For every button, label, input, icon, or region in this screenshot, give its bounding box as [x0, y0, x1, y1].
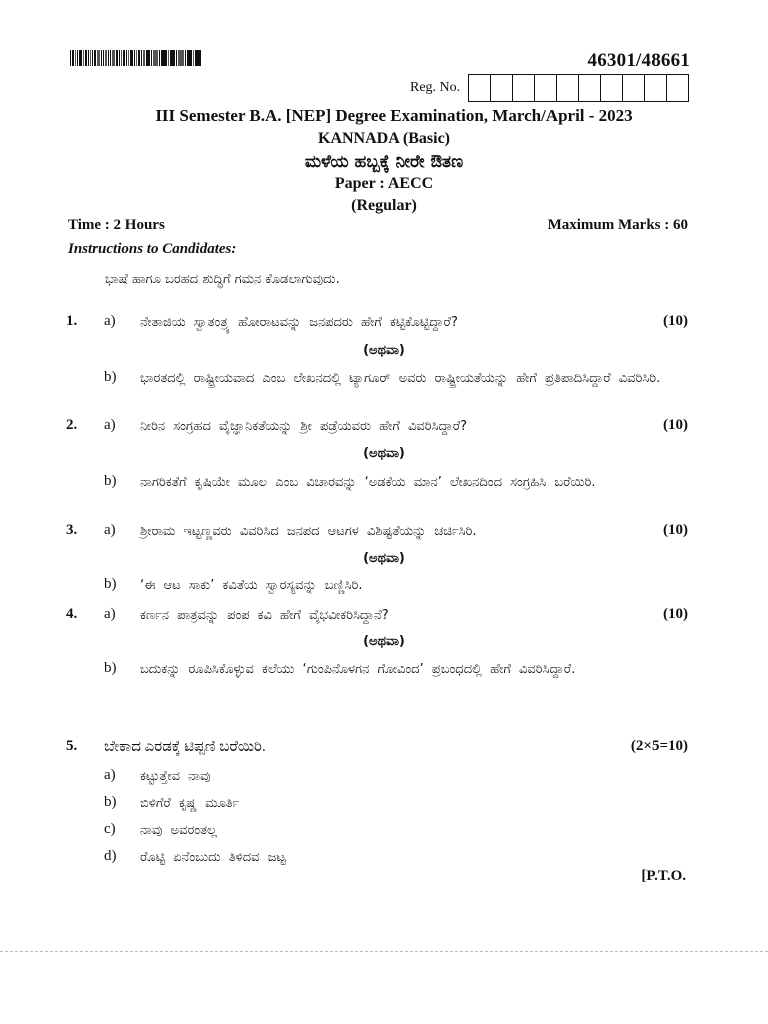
instruction-text: ಭಾಷೆ ಹಾಗೂ ಬರಹದ ಶುದ್ಧಿಗೆ ಗಮನ ಕೊಡಲಾಗುವುದು. [105, 272, 340, 287]
option-label: a) [104, 313, 116, 329]
instructions-title: Instructions to Candidates: [68, 241, 237, 257]
question-text: ಬೇಕಾದ ಎರಡಕ್ಕೆ ಟಿಪ್ಪಣಿ ಬರೆಯಿರಿ. [104, 739, 266, 755]
or-separator: (ಅಥವಾ) [363, 343, 405, 358]
question-marks: (10) [663, 417, 688, 433]
reg-no-boxes [468, 74, 689, 102]
option-label: d) [104, 848, 117, 864]
exam-title: III Semester B.A. [NEP] Degree Examination, March/April - 2023 [155, 106, 633, 125]
question-marks: (10) [663, 313, 688, 329]
option-text: ಕಟ್ಟುತ್ತೇವ ನಾವು [140, 769, 211, 784]
or-separator: (ಅಥವಾ) [363, 551, 405, 566]
time-allowed: Time : 2 Hours [68, 217, 165, 233]
paper: Paper : AECC [334, 175, 434, 192]
exam-type: (Regular) [351, 197, 417, 214]
option-label: a) [104, 417, 116, 433]
or-separator: (ಅಥವಾ) [363, 446, 405, 461]
question-text: ನಾಗರಿಕತೆಗೆ ಕೃಷಿಯೇ ಮೂಲ ಎಂಬ ವಿಚಾರವನ್ನು ‘ಅಡಕೆಯ ಮಾನ’ ಲೇಖನದಿಂದ ಸಂಗ್ರಹಿಸಿ ಬರೆಯಿರಿ. [140, 475, 596, 490]
reg-no-field [410, 74, 689, 102]
question-text: ನೇತಾಜಿಯ ಸ್ವಾತಂತ್ರ್ಯ ಹೋರಾಟವನ್ನು ಜನಪದರು ಹೇಗೆ ಕಟ್ಟಿಕೊಟ್ಟಿದ್ದಾರೆ? [140, 315, 458, 330]
option-text: ಬಿಳಿಗೆರೆ ಕೃಷ್ಣ ಮೂರ್ತಿ [140, 796, 240, 811]
question-number: 4. [66, 606, 78, 622]
option-label: a) [104, 767, 116, 783]
question-number: 5. [66, 738, 78, 754]
option-text: ರೊಟ್ಟಿ ಏನೆಂಬುದು ತಿಳಿದವ ಜಟ್ಟ [140, 850, 286, 865]
question-text: ಭಾರತದಲ್ಲಿ ರಾಷ್ಟ್ರೀಯವಾದ ಎಂಬ ಲೇಖನದಲ್ಲಿ ಟ್ಯಾಗೂರ್ ಅವರು ರಾಷ್ಟ್ರೀಯತೆಯನ್ನು ಹೇಗೆ ಪ್ರತಿಪಾದಿಸಿದ್ದಾರೆ ವಿವರಿಸಿರಿ. [140, 371, 661, 386]
reg-no-label: Reg. No. [410, 80, 461, 95]
option-label: b) [104, 794, 117, 810]
subject: KANNADA (Basic) [318, 130, 450, 147]
paper-code: 46301/48661 [587, 50, 690, 71]
option-text: ನಾವು ಅವರಂತಲ್ಲ [140, 823, 217, 838]
option-label: b) [104, 473, 117, 489]
maximum-marks: Maximum Marks : 60 [547, 217, 688, 233]
question-marks: (10) [663, 606, 688, 622]
question-text: ಶ್ರೀರಾಮ ಇಟ್ಟಣ್ಣವರು ವಿವರಿಸಿದ ಜನಪದ ಆಟಗಳ ವಿಶಿಷ್ಟತೆಯನ್ನು ಚರ್ಚಿಸಿರಿ. [140, 524, 477, 539]
book-title: ಮಳೆಯ ಹಬ್ಬಕ್ಕೆ ನೀರೇ ಔತಣ [304, 152, 464, 172]
page-divider [0, 951, 768, 952]
question-number: 1. [66, 313, 78, 329]
question-marks: (2×5=10) [630, 738, 688, 754]
question-marks: (10) [663, 522, 688, 538]
please-turn-over: [P.T.O. [641, 868, 686, 884]
barcode [70, 50, 246, 66]
option-label: b) [104, 660, 117, 676]
option-label: b) [104, 369, 117, 385]
question-text: ಕರ್ಣನ ಪಾತ್ರವನ್ನು ಪಂಪ ಕವಿ ಹೇಗೆ ವೈಭವೀಕರಿಸಿದ್ದಾನೆ? [140, 608, 389, 623]
question-number: 3. [66, 522, 78, 538]
option-label: c) [104, 821, 116, 837]
question-number: 2. [66, 417, 78, 433]
question-text: ಬದುಕನ್ನು ರೂಪಿಸಿಕೊಳ್ಳುವ ಕಲೆಯು ‘ಗುಂಪಿನೊಳಗನ ಗೋವಿಂದ’ ಪ್ರಬಂಧದಲ್ಲಿ ಹೇಗೆ ವಿವರಿಸಿದ್ದಾರೆ. [140, 662, 576, 677]
option-label: a) [104, 606, 116, 622]
option-label: a) [104, 522, 116, 538]
option-label: b) [104, 576, 117, 592]
or-separator: (ಅಥವಾ) [363, 634, 405, 649]
question-text: ‘ಈ ಆಟ ಸಾಕು’ ಕವಿತೆಯ ಸ್ವಾರಸ್ಯವನ್ನು ಬಣ್ಣಿಸಿರಿ. [140, 578, 363, 593]
question-text: ನೀರಿನ ಸಂಗ್ರಹದ ವೈಜ್ಞಾನಿಕತೆಯನ್ನು ಶ್ರೀ ಪಡ್ರೆಯವರು ಹೇಗೆ ವಿವರಿಸಿದ್ದಾರೆ? [140, 419, 468, 434]
